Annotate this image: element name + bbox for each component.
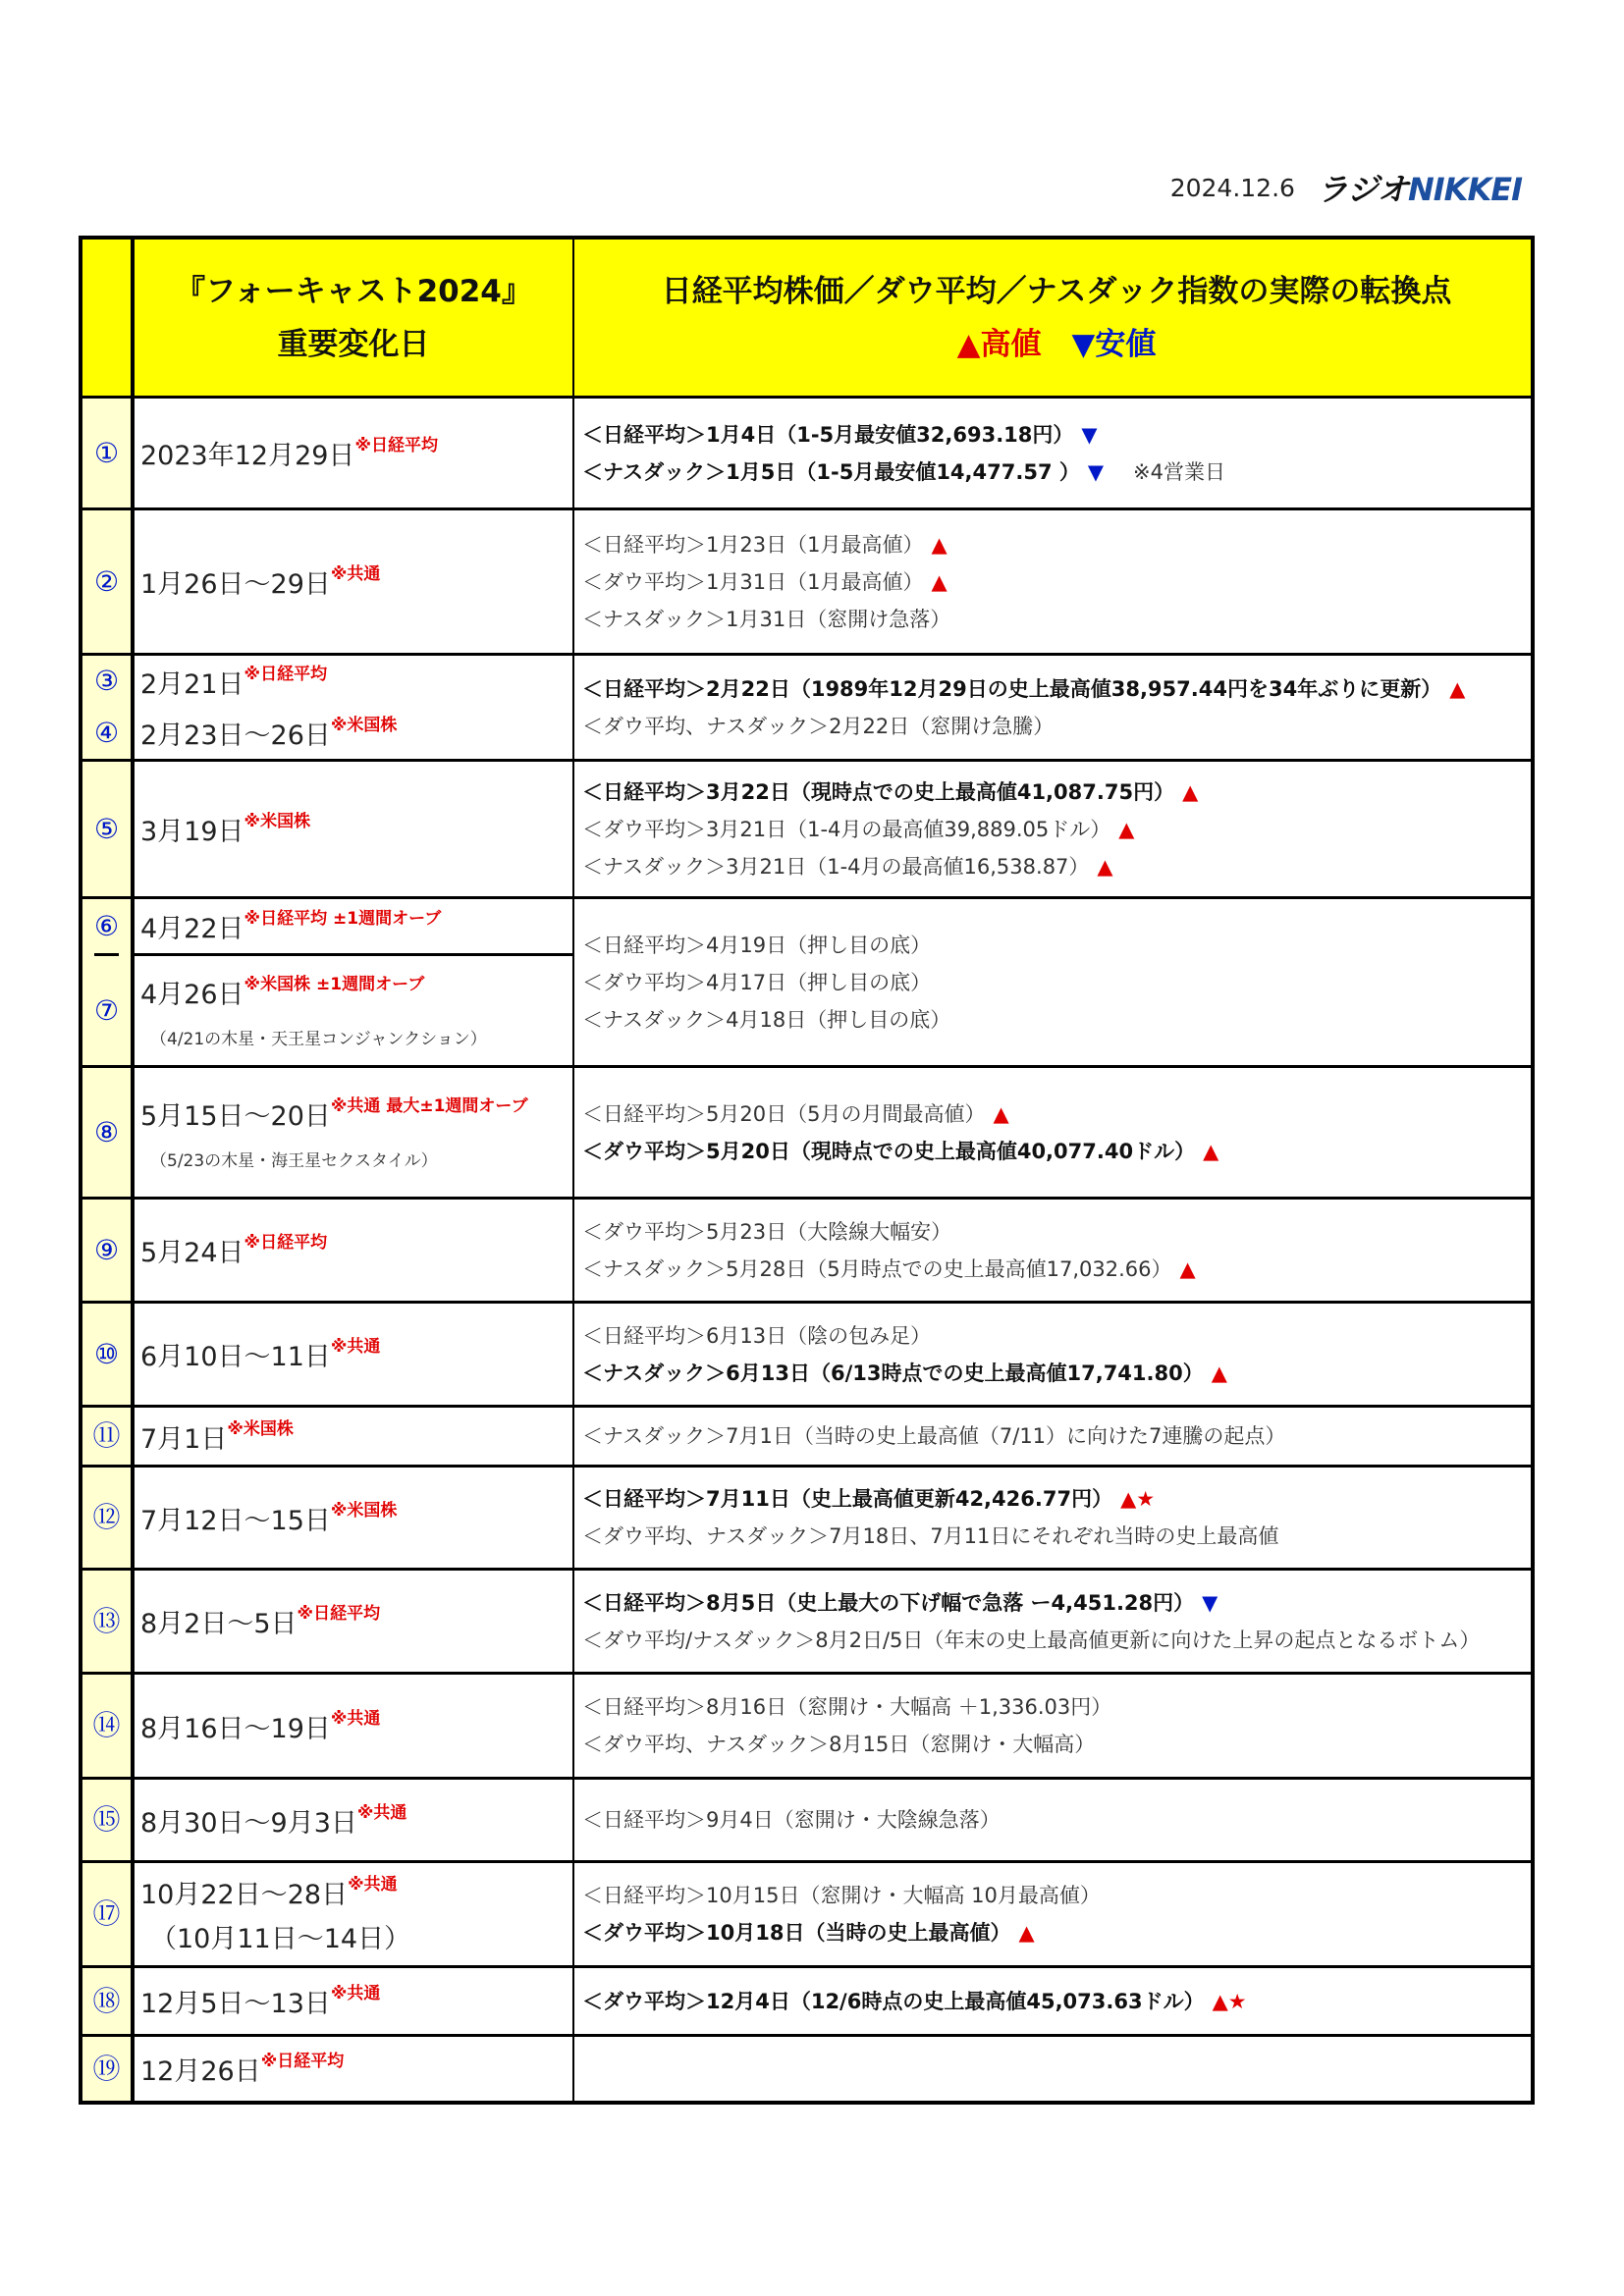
row-number-stack <box>94 510 119 653</box>
change-date: 2月21日 <box>140 668 244 700</box>
change-date-line <box>140 973 572 1011</box>
row-number-badge: ⑤ <box>93 812 120 845</box>
change-date-entry <box>135 1468 572 1568</box>
change-date-cell <box>135 1863 574 1965</box>
turning-point-line <box>582 1001 1531 1039</box>
high-marker-icon: ▲ <box>931 532 947 557</box>
row-number-cell <box>82 1408 135 1465</box>
turning-points-cell <box>574 1068 1531 1197</box>
change-date-line <box>140 1982 572 2020</box>
row-number-badge: ⑰ <box>92 1897 121 1930</box>
turning-point-line <box>582 563 1531 601</box>
row-number-stack <box>94 899 119 1065</box>
turning-point-line <box>582 927 1531 964</box>
table-row <box>82 1860 1531 1965</box>
header-right-cell <box>574 240 1531 396</box>
table-row <box>82 2034 1531 2101</box>
row-number-badge: ⑮ <box>92 1803 121 1836</box>
business-day-note: ※4営業日 <box>1133 459 1225 484</box>
turning-point-line <box>582 848 1531 885</box>
row-number-cell <box>82 1675 135 1777</box>
change-date-cell <box>135 762 574 896</box>
change-date: 7月1日 <box>140 1423 228 1455</box>
row-number-stack <box>94 1304 119 1405</box>
row-number-stack <box>94 762 119 896</box>
table-row <box>82 1065 1531 1197</box>
turning-point-line <box>582 1801 1531 1839</box>
change-date-line <box>140 2050 572 2088</box>
high-marker-icon: ▲★ <box>1212 1989 1247 2013</box>
radio-nikkei-logo <box>1317 165 1522 210</box>
change-date-entry <box>135 1863 572 1965</box>
change-date-line <box>140 1417 572 1456</box>
turning-point-text: ＜日経平均＞5月20日（5月の月間最高値） <box>582 1101 986 1126</box>
turning-point-line <box>582 1213 1531 1251</box>
turning-point-line <box>582 1983 1531 2020</box>
change-date: 3月19日 <box>140 817 244 847</box>
turning-point-text: ＜日経平均＞7月11日（史上最高値更新42,426.77円） <box>582 1487 1113 1511</box>
turning-point-line <box>582 1317 1531 1355</box>
high-marker-icon: ▲ <box>1179 1256 1196 1281</box>
change-date-entry <box>135 663 572 701</box>
row-number-badge: ⑬ <box>92 1604 121 1637</box>
turning-point-line <box>582 1622 1531 1659</box>
turning-point-line <box>582 526 1531 563</box>
change-date-entry <box>135 762 572 896</box>
change-date-entry <box>135 1571 572 1672</box>
turning-points-cell <box>574 1468 1531 1568</box>
turning-point-line <box>582 1133 1531 1170</box>
table-row <box>82 1405 1531 1465</box>
change-date-line <box>140 1335 572 1373</box>
high-marker-icon: ▲ <box>993 1101 1009 1126</box>
turning-point-text: ＜ダウ平均＞3月21日（1-4月の最高値39,889.05ドル） <box>582 817 1111 841</box>
change-date: 5月15日～20日 <box>140 1100 331 1132</box>
turning-point-text: ＜ナスダック＞6月13日（6/13時点での史上最高値17,741.80） <box>582 1361 1204 1385</box>
change-date-cell <box>135 2037 574 2101</box>
turning-points-cell <box>574 762 1531 896</box>
table-row <box>82 896 1531 1065</box>
turning-point-text: ＜ダウ平均、ナスダック＞7月18日、7月11日にそれぞれ当時の史上最高値 <box>582 1524 1279 1548</box>
turning-points-cell <box>574 1571 1531 1672</box>
low-marker-icon: ▼ <box>1202 1590 1218 1615</box>
turning-point-text: ＜ダウ平均、ナスダック＞8月15日（窓開け・大幅高） <box>582 1733 1096 1756</box>
row-number-badge: ⑦ <box>94 953 119 1065</box>
turning-point-line <box>582 964 1531 1001</box>
change-date: 8月30日～9月3日 <box>140 1807 357 1839</box>
row-number-cell <box>82 1780 135 1860</box>
turning-point-text: ＜ダウ平均、ナスダック＞2月22日（窓開け急騰） <box>582 714 1055 738</box>
row-number-stack <box>94 1068 119 1197</box>
table-row <box>82 653 1531 759</box>
turning-points-cell <box>574 1304 1531 1405</box>
row-number-stack <box>94 656 119 759</box>
change-date-entry <box>135 510 572 653</box>
high-marker-icon: ▲ <box>931 569 947 594</box>
change-date-entry <box>135 2037 572 2101</box>
change-date-entry <box>135 1408 572 1465</box>
change-date-line <box>140 434 572 472</box>
turning-point-text: ＜ダウ平均＞12月4日（12/6時点の史上最高値45,073.63ドル） <box>582 1989 1205 2013</box>
change-date-entry <box>135 1068 572 1197</box>
market-note: ※共通 <box>356 1802 407 1823</box>
turning-point-text: ＜ナスダック＞3月21日（1-4月の最高値16,538.87） <box>582 854 1090 879</box>
change-date-line <box>140 562 572 601</box>
low-marker-icon: ▼ <box>1087 459 1105 484</box>
document-date: 2024.12.6 <box>1169 173 1295 202</box>
market-note: ※日経平均 <box>244 664 328 684</box>
table-row <box>82 1301 1531 1405</box>
turning-point-line <box>582 811 1531 848</box>
row-number-cell <box>82 1571 135 1672</box>
market-note: ※共通 <box>330 1708 381 1729</box>
row-number-badge: ⑧ <box>93 1115 120 1148</box>
turning-points-cell <box>574 510 1531 653</box>
table-row <box>82 396 1531 507</box>
change-date-line <box>140 663 572 701</box>
change-date-cell <box>135 1675 574 1777</box>
logo-en: NIKKEI <box>1407 171 1522 208</box>
row-number-badge: ① <box>93 436 120 469</box>
table-header-row <box>82 240 1531 396</box>
turning-point-text: ＜日経平均＞8月16日（窓開け・大幅高 ＋1,336.03円） <box>582 1695 1112 1719</box>
turning-point-text: ＜ダウ平均＞5月23日（大陰線大幅安） <box>582 1219 952 1244</box>
market-note: ※米国株 <box>330 1500 398 1521</box>
table-row <box>82 507 1531 653</box>
turning-point-line <box>582 1480 1531 1518</box>
turning-point-text: ＜ナスダック＞7月1日（当時の史上最高値（7/11）に向けた7連騰の起点） <box>582 1424 1286 1448</box>
turning-points-cell <box>574 656 1531 759</box>
high-marker-icon: ▲ <box>1018 1921 1035 1945</box>
change-date-line <box>140 1707 572 1745</box>
high-marker-icon: ▲ <box>1211 1361 1227 1385</box>
alt-date-range: （10月11日～14日） <box>150 1924 411 1954</box>
change-date-cell <box>135 1068 574 1197</box>
change-date-entry <box>135 1304 572 1405</box>
turning-point-text: ＜日経平均＞3月22日（現時点での史上最高値41,087.75円） <box>582 779 1175 804</box>
change-date: 6月10日～11日 <box>140 1342 331 1372</box>
row-number-stack <box>92 1968 120 2034</box>
document-header <box>1170 165 1522 210</box>
market-note: ※共通 最大±1週間オーブ <box>330 1095 528 1116</box>
astrology-note: （5/23の木星・海王星セクスタイル） <box>150 1150 438 1171</box>
row-number-badge: ⑩ <box>93 1337 120 1370</box>
change-date-cell <box>135 656 574 759</box>
turning-points-cell <box>574 399 1531 507</box>
turning-point-text: ＜ダウ平均＞4月17日（押し目の底） <box>582 970 932 994</box>
change-date-cell <box>135 510 574 653</box>
turning-points-cell <box>574 1408 1531 1465</box>
row-number-cell <box>82 762 135 896</box>
turning-point-text: ＜日経平均＞9月4日（窓開け・大陰線急落） <box>582 1808 1001 1832</box>
row-number-stack <box>94 1200 119 1301</box>
row-number-cell <box>82 1968 135 2034</box>
row-number-badge: ⑱ <box>92 1984 121 2017</box>
market-note: ※共通 <box>330 1984 381 2003</box>
turning-point-text: ＜日経平均＞1月23日（1月最高値） <box>582 532 924 557</box>
market-note: ※米国株 <box>244 812 311 831</box>
change-date-line <box>140 810 572 848</box>
market-note: ※共通 <box>348 1875 398 1895</box>
turning-point-text: ＜日経平均＞10月15日（窓開け・大幅高 10月最高値） <box>582 1884 1101 1907</box>
row-number-stack <box>92 1675 120 1777</box>
turning-point-text: ＜ナスダック＞1月5日（1-5月最安値14,477.57 ） <box>582 459 1080 484</box>
header-left-cell <box>135 240 574 396</box>
high-marker-icon: ▲ <box>1182 779 1199 804</box>
row-number-cell <box>82 2037 135 2101</box>
change-date-line <box>140 907 572 945</box>
turning-point-line <box>582 416 1531 454</box>
turning-point-line <box>582 1688 1531 1726</box>
change-date-cell <box>135 1304 574 1405</box>
turning-point-text: ＜ナスダック＞1月31日（窓開け急落） <box>582 607 951 631</box>
change-date-entry <box>135 1200 572 1301</box>
change-date: 2023年12月29日 <box>140 441 355 471</box>
change-date: 12月5日～13日 <box>140 1989 331 2019</box>
high-marker-icon: ▲ <box>1449 676 1466 701</box>
change-date: 8月2日～5日 <box>140 1609 298 1639</box>
turning-point-line <box>582 1095 1531 1133</box>
change-date: 12月26日 <box>140 2056 261 2087</box>
turning-point-line <box>582 1417 1531 1455</box>
table-row <box>82 1197 1531 1301</box>
table-row <box>82 1465 1531 1568</box>
turning-point-text: ＜ダウ平均＞5月20日（現時点での史上最高値40,077.40ドル） <box>582 1139 1196 1163</box>
turning-point-text: ＜ダウ平均＞1月31日（1月最高値） <box>582 569 924 594</box>
header-legend <box>957 318 1157 371</box>
change-date-entry <box>135 1968 572 2034</box>
change-date-cell <box>135 1968 574 2034</box>
turning-point-line <box>582 1355 1531 1392</box>
market-note: ※日経平均 <box>244 1233 328 1253</box>
change-date: 4月22日 <box>140 914 244 944</box>
table-row <box>82 1672 1531 1777</box>
change-date: 10月22日～28日 <box>140 1880 349 1910</box>
turning-points-cell <box>574 1675 1531 1777</box>
market-note: ※米国株 ±1週間オーブ <box>244 974 425 994</box>
turning-point-line <box>582 708 1531 745</box>
astrology-note: （4/21の木星・天王星コンジャンクション） <box>150 1029 487 1049</box>
row-number-badge: ② <box>93 564 120 598</box>
row-number-cell <box>82 1200 135 1301</box>
change-date-line <box>140 1801 572 1840</box>
row-number-cell <box>82 1468 135 1568</box>
market-note: ※共通 <box>330 1337 381 1357</box>
turning-points-cell <box>574 2037 1531 2101</box>
turning-point-line <box>582 1251 1531 1288</box>
change-date: 5月24日 <box>140 1238 244 1268</box>
change-date-line <box>140 1095 572 1133</box>
turning-point-text: ＜日経平均＞1月4日（1-5月最安値32,693.18円） <box>582 422 1074 447</box>
row-number-stack <box>92 1780 120 1860</box>
market-note: ※共通 <box>330 564 381 584</box>
row-number-stack <box>92 1571 120 1672</box>
market-note: ※米国株 <box>227 1418 294 1439</box>
turning-points-cell <box>574 1968 1531 2034</box>
legend-low: ▼安値 <box>1071 326 1157 362</box>
change-date-line <box>140 1602 572 1640</box>
row-number-badge: ⑲ <box>92 2052 121 2085</box>
row-number-cell <box>82 1304 135 1405</box>
market-note: ※米国株 <box>330 716 398 736</box>
row-number-badge: ⑭ <box>92 1709 121 1741</box>
turning-point-line <box>582 774 1531 811</box>
row-number-badge: ⑨ <box>93 1233 120 1266</box>
change-date-cell <box>135 1408 574 1465</box>
row-number-badge: ⑥ <box>93 909 120 942</box>
row-number-stack <box>92 1863 120 1965</box>
change-date-line <box>140 1231 572 1269</box>
row-number-cell <box>82 656 135 759</box>
change-date-line <box>140 1873 572 1911</box>
turning-point-line <box>582 1584 1531 1622</box>
turning-point-line <box>582 670 1531 708</box>
turning-point-line <box>582 1914 1531 1951</box>
row-number-stack <box>92 1408 120 1465</box>
row-number-cell <box>82 899 135 1065</box>
turning-point-text: ＜ナスダック＞5月28日（5月時点での史上最高値17,032.66） <box>582 1256 1172 1281</box>
row-number-badge: ④ <box>93 716 120 749</box>
header-turning-points-title: 日経平均株価／ダウ平均／ナスダック指数の実際の転換点 <box>661 273 1452 309</box>
turning-points-cell <box>574 1780 1531 1860</box>
change-date-cell <box>135 1468 574 1568</box>
row-number-stack <box>94 399 119 507</box>
high-marker-icon: ▲★ <box>1120 1487 1156 1511</box>
change-date-entry <box>135 714 572 752</box>
change-date: 7月12日～15日 <box>140 1505 331 1536</box>
turning-point-text: ＜日経平均＞4月19日（押し目の底） <box>582 933 932 957</box>
turning-points-cell <box>574 1863 1531 1965</box>
change-date-entry <box>135 899 572 953</box>
change-date-cell <box>135 399 574 507</box>
table-row <box>82 1777 1531 1860</box>
change-date-line <box>140 1499 572 1537</box>
header-num-cell <box>82 240 135 396</box>
turning-point-text: ＜日経平均＞6月13日（陰の包み足） <box>582 1323 932 1348</box>
change-date-entry <box>135 1675 572 1777</box>
market-note: ※日経平均 <box>297 1604 381 1624</box>
table-row <box>82 1965 1531 2034</box>
row-number-badge: ⑪ <box>92 1419 121 1452</box>
turning-points-cell <box>574 1200 1531 1301</box>
turning-point-text: ＜ナスダック＞4月18日（押し目の底） <box>582 1007 951 1032</box>
turning-point-text: ＜日経平均＞8月5日（史上最大の下げ幅で急落 ー4,451.28円） <box>582 1590 1195 1615</box>
change-date: 4月26日 <box>140 979 244 1010</box>
turning-point-line <box>582 1877 1531 1914</box>
market-note: ※日経平均 <box>260 2052 345 2071</box>
turning-points-table <box>79 236 1535 2105</box>
change-date-entry <box>135 1780 572 1860</box>
row-number-badge: ⑫ <box>92 1501 121 1533</box>
row-number-stack <box>92 2037 120 2101</box>
table-row <box>82 759 1531 896</box>
change-date: 8月16日～19日 <box>140 1713 331 1744</box>
row-number-cell <box>82 1863 135 1965</box>
change-date: 2月23日～26日 <box>140 721 331 752</box>
row-number-cell <box>82 399 135 507</box>
turning-points-cell <box>574 899 1531 1065</box>
turning-point-line <box>582 1518 1531 1555</box>
market-note: ※日経平均 ±1週間オーブ <box>244 909 442 929</box>
turning-point-line <box>582 454 1531 491</box>
table-row <box>82 1568 1531 1672</box>
turning-point-text: ＜ダウ平均＞10月18日（当時の史上最高値） <box>582 1921 1011 1945</box>
change-date-entry <box>135 953 572 1065</box>
turning-point-line <box>582 1726 1531 1763</box>
row-number-stack <box>92 1468 120 1568</box>
row-number-cell <box>82 510 135 653</box>
change-date-cell <box>135 1200 574 1301</box>
low-marker-icon: ▼ <box>1081 422 1098 447</box>
change-date: 1月26日～29日 <box>140 569 331 600</box>
change-date-cell <box>135 1571 574 1672</box>
high-marker-icon: ▲ <box>1097 854 1113 879</box>
turning-point-text: ＜日経平均＞2月22日（1989年12月29日の史上最高値38,957.44円を34年ぶりに更新） <box>582 676 1442 701</box>
header-forecast-title: 『フォーキャスト2024』 <box>175 273 532 309</box>
legend-high: ▲高値 <box>956 326 1042 362</box>
row-number-cell <box>82 1068 135 1197</box>
high-marker-icon: ▲ <box>1118 817 1135 841</box>
turning-point-text: ＜ダウ平均/ナスダック＞8月2日/5日（年末の史上最高値更新に向けた上昇の起点となるボトム） <box>582 1628 1481 1652</box>
header-change-days: 重要変化日 <box>277 326 430 362</box>
turning-point-line <box>582 601 1531 638</box>
row-number-badge: ③ <box>93 665 120 698</box>
logo-jp: ラジオ <box>1316 171 1408 208</box>
change-date-entry <box>135 399 572 507</box>
market-note: ※日経平均 <box>354 436 438 455</box>
change-date-cell <box>135 899 574 1065</box>
change-date-line <box>140 714 572 752</box>
high-marker-icon: ▲ <box>1203 1139 1219 1163</box>
change-date-cell <box>135 1780 574 1860</box>
